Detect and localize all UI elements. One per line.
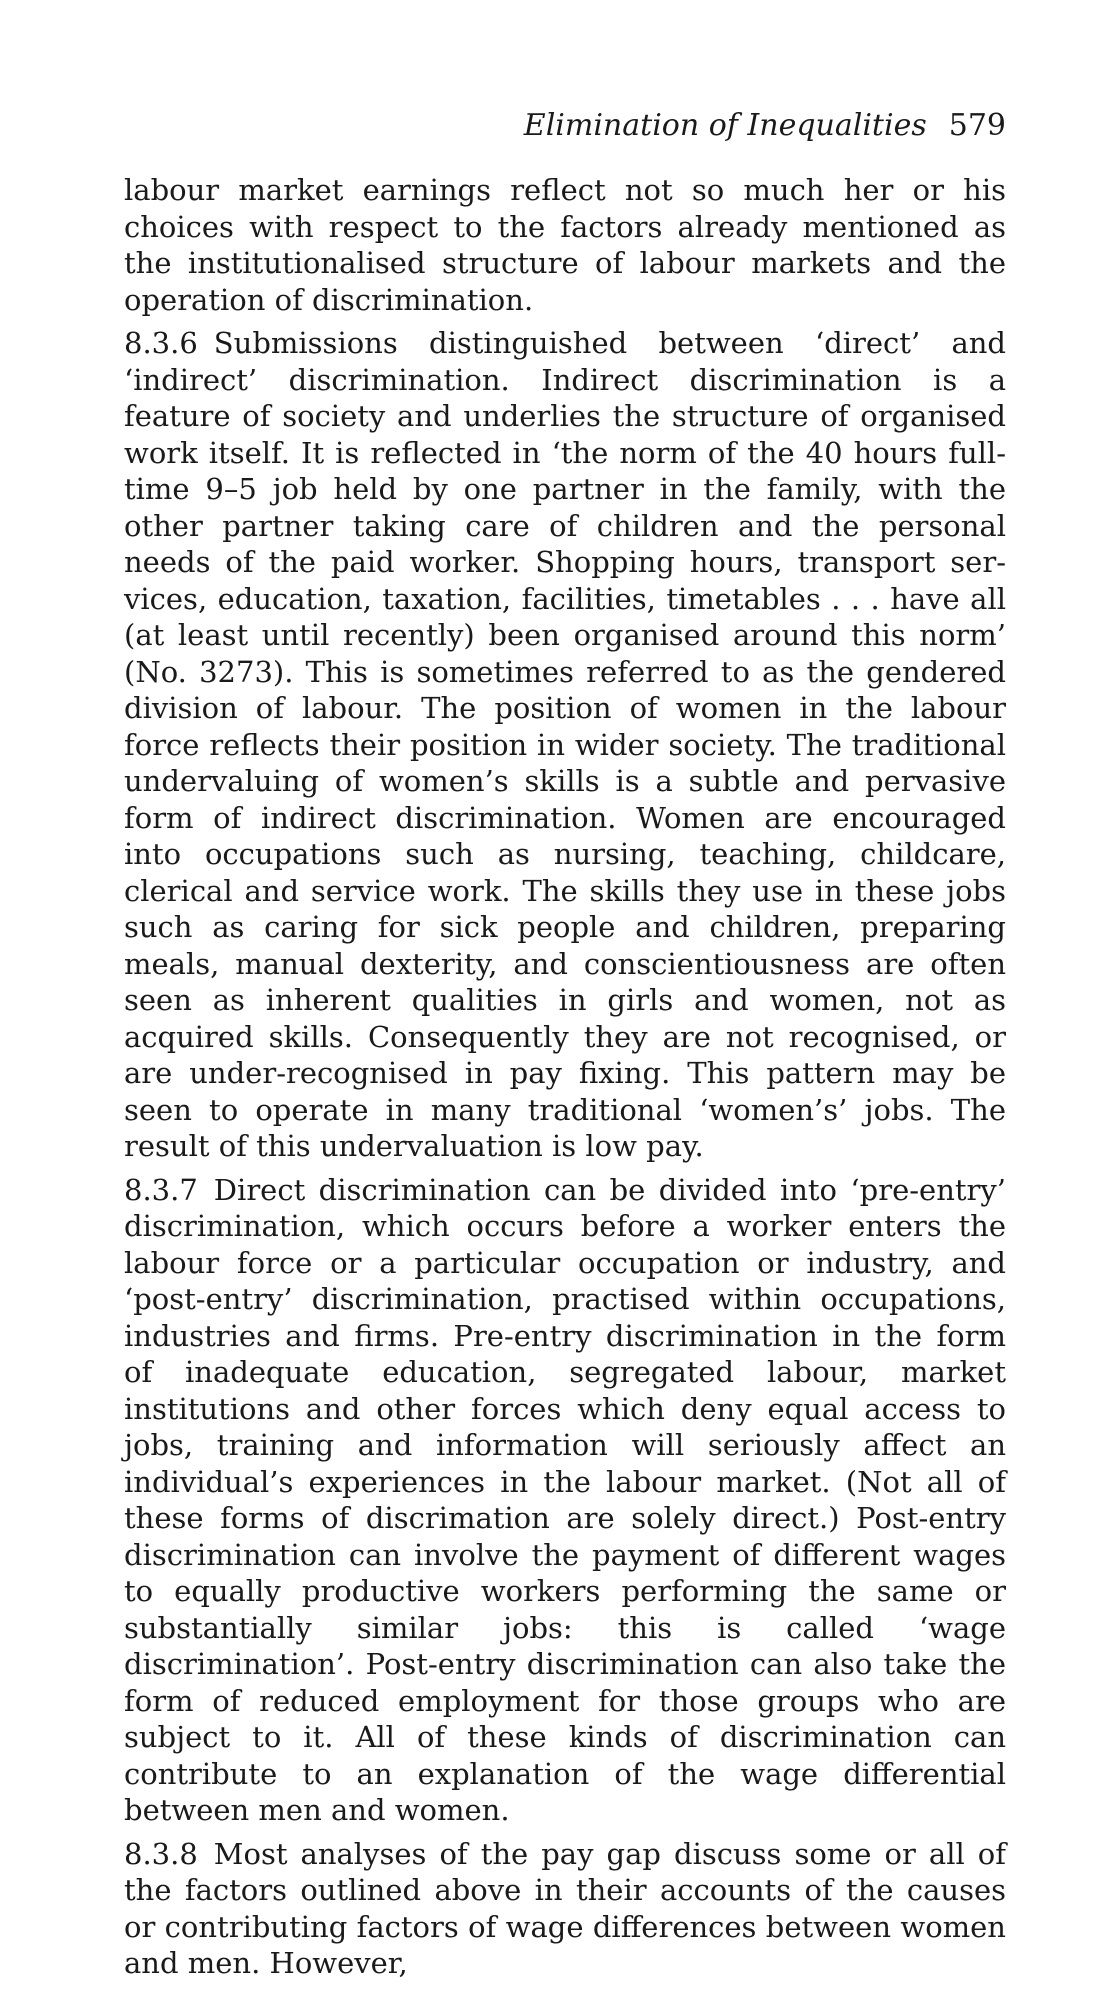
paragraph-8-3-8: [124, 1836, 1006, 1982]
page-number: 579: [948, 108, 1006, 143]
paragraph-text: Direct discrimination can be divided into ‘pre-entry’ discrimination, which occurs before a worker enters the labour force or a particular occupation or industry, and ‘post-entry’ discrimination, practised within occupations, industries and firms. Pre-entry discrimination in the form of inadequate education, segregated labour, market institutions and other forces which deny equal access to jobs, training and information will seriously affect an individual’s experiences in the labour market. (Not all of these forms of discrimation are solely direct.) Post-entry discrimination can involve the payment of different wages to equally productive workers performing the same or substantially similar jobs: this is called ‘wage discrimination’. Post-entry discrimination can also take the form of reduced employment for those groups who are subject to it. All of these kinds of discrimination can contribute to an explanation of the wage differential between men and women.: [124, 1172, 1006, 1827]
paragraph-8-3-7: [124, 1172, 1006, 1829]
section-number: 8.3.8: [124, 1836, 198, 1871]
section-number: 8.3.7: [124, 1172, 198, 1207]
paragraph-8-3-6: [124, 325, 1006, 1165]
paragraph-text: Most analyses of the pay gap discuss some or all of the factors outlined above in their accounts of the causes or contributing factors of wage differences between women and men. However,: [124, 1836, 1006, 1980]
paragraph-text: Submissions distinguished between ‘direct’ and ‘indirect’ discrimination. Indirect discrimination is a feature of society and underlies the structure of organised work itself. It is reflected in ‘the norm of the 40 hours full-time 9–5 job held by one partner in the family, with the other partner taking care of children and the personal needs of the paid worker. Shopping hours, transport services, education, taxation, facilities, timetables . . . have all (at least until recently) been organised around this norm’ (No. 3273). This is sometimes referred to as the gendered division of labour. The position of women in the labour force reflects their position in wider society. The traditional undervaluing of women’s skills is a subtle and pervasive form of indirect discrimination. Women are encouraged into occupations such as nursing, teaching, childcare, clerical and service work. The skills they use in these jobs such as caring for sick people and children, preparing meals, manual dexterity, and conscientiousness are often seen as inherent qualities in girls and women, not as acquired skills. Consequently they are not recognised, or are under-recognised in pay fixing. This pattern may be seen to operate in many traditional ‘women’s’ jobs. The result of this undervaluation is low pay.: [124, 326, 1006, 1163]
paragraph-text: labour market earnings reflect not so much her or his choices with respect to the factors already mentioned as the institutionalised structure of labour markets and the operation of discrimination.: [124, 173, 1006, 317]
running-title: Elimination of Inequalities: [523, 108, 927, 143]
paragraph-continuation: [124, 172, 1006, 318]
running-head: [524, 108, 1006, 144]
body-text: [124, 172, 1006, 1989]
section-number: 8.3.6: [124, 326, 198, 360]
